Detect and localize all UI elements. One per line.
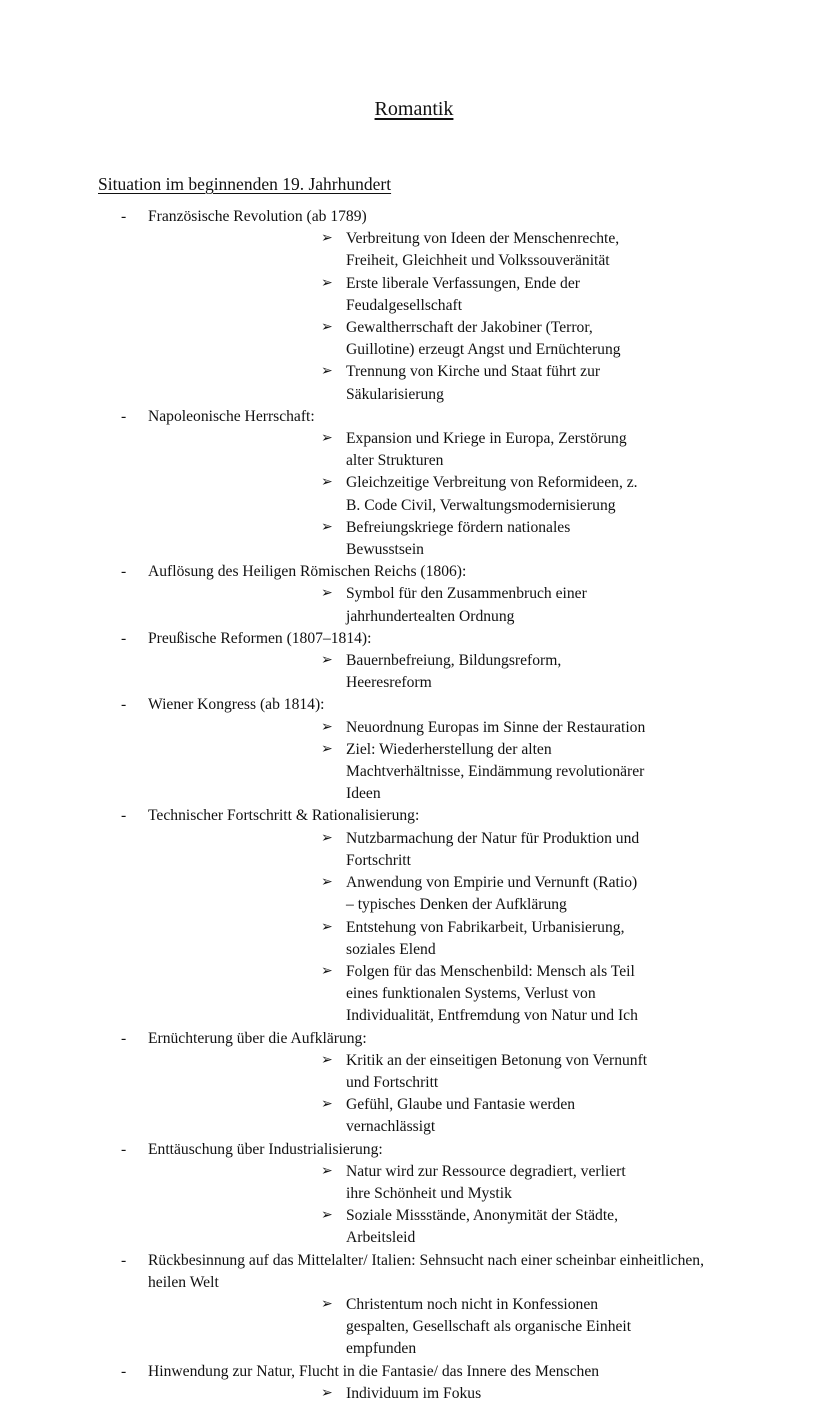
dash-bullet: - [121,807,127,825]
dash-bullet: - [121,696,127,714]
arrow-bullet-icon: ➢ [321,653,333,669]
topic-item [0,1250,828,1361]
sub-point [148,872,738,916]
topic-item [0,1028,828,1139]
sub-point [148,228,738,272]
topic-item [0,561,828,628]
topic-item [0,406,828,561]
sub-point-text: Ziel: Wiederherstellung der alten Machtverhältnisse, Eindämmung revolutionärer Ideen [346,740,645,803]
sub-point-text: Soziale Missstände, Anonymität der Städte, Arbeitsleid [346,1207,618,1247]
sub-point-text: Erste liberale Verfassungen, Ende der Feudalgesellschaft [346,274,580,314]
topic-list [0,206,828,1405]
arrow-bullet-icon: ➢ [321,1208,333,1224]
sub-point [148,961,738,1028]
topic-item [0,628,828,695]
dash-bullet: - [121,1140,127,1158]
sub-point [148,361,738,405]
arrow-bullet-icon: ➢ [321,919,333,935]
dash-bullet: - [121,1362,127,1380]
sub-point [148,1205,738,1249]
sub-point-list [148,1383,738,1405]
sub-point-text: Anwendung von Empirie und Vernunft (Ratio) – typisches Denken der Aufklärung [346,874,638,914]
sub-point [148,917,738,961]
topic-text: Hinwendung zur Natur, Flucht in die Fantasie/ das Innere des Menschen [148,1362,600,1380]
sub-point-text: Bauernbefreiung, Bildungsreform, Heeresreform [346,652,562,692]
sub-point [148,1050,738,1094]
sub-point-text: Folgen für das Menschenbild: Mensch als Teil eines funktionalen Systems, Verlust von Individualität, Entfremdung von Natur und Ich [346,962,638,1025]
arrow-bullet-icon: ➢ [321,586,333,602]
topic-text: Napoleonische Herrschaft: [148,407,315,425]
sub-point-list [148,650,738,694]
sub-point-text: Individuum im Fokus [346,1384,482,1402]
sub-point-list [148,1161,738,1250]
sub-point-text: Gleichzeitige Verbreitung von Reformideen, z. B. Code Civil, Verwaltungsmodernisierung [346,474,638,514]
arrow-bullet-icon: ➢ [321,1097,333,1113]
arrow-bullet-icon: ➢ [321,1052,333,1068]
sub-point [148,273,738,317]
arrow-bullet-icon: ➢ [321,1296,333,1312]
sub-point-text: Verbreitung von Ideen der Menschenrechte, Freiheit, Gleichheit und Volkssouveränität [346,230,620,270]
sub-point-list [148,1050,738,1139]
topic-text: Technischer Fortschritt & Rationalisierung: [148,807,420,825]
arrow-bullet-icon: ➢ [321,875,333,891]
sub-point-text: Trennung von Kirche und Staat führt zur Säkularisierung [346,363,601,403]
arrow-bullet-icon: ➢ [321,1385,333,1401]
sub-point [148,828,738,872]
sub-point [148,739,738,806]
sub-point [148,1383,738,1405]
sub-point [148,317,738,361]
arrow-bullet-icon: ➢ [321,963,333,979]
sub-point [148,428,738,472]
sub-point [148,1094,738,1138]
sub-point-list [148,228,738,406]
sub-point-text: Expansion und Kriege in Europa, Zerstörung alter Strukturen [346,430,627,470]
dash-bullet: - [121,629,127,647]
arrow-bullet-icon: ➢ [321,830,333,846]
arrow-bullet-icon: ➢ [321,1163,333,1179]
sub-point-text: Neuordnung Europas im Sinne der Restauration [346,718,646,736]
dash-bullet: - [121,1029,127,1047]
arrow-bullet-icon: ➢ [321,519,333,535]
dash-bullet: - [121,563,127,581]
section-heading: Situation im beginnenden 19. Jahrhundert [98,174,392,194]
sub-point-text: Gefühl, Glaube und Fantasie werden vernachlässigt [346,1096,576,1136]
sub-point-list [148,828,738,1028]
topic-text: Wiener Kongress (ab 1814): [148,696,325,714]
arrow-bullet-icon: ➢ [321,741,333,757]
sub-point-list [148,1294,738,1361]
topic-item [0,1361,828,1405]
topic-text: Preußische Reformen (1807–1814): [148,629,372,647]
topic-text: Französische Revolution (ab 1789) [148,208,367,225]
sub-point-text: Kritik an der einseitigen Betonung von Vernunft und Fortschritt [346,1051,648,1091]
sub-point [148,583,738,627]
topic-item [0,206,828,406]
sub-point-list [148,583,738,627]
sub-point-text: Nutzbarmachung der Natur für Produktion und Fortschritt [346,829,640,869]
sub-point-text: Entstehung von Fabrikarbeit, Urbanisierung, soziales Elend [346,918,625,958]
arrow-bullet-icon: ➢ [321,231,333,247]
sub-point [148,472,738,516]
topic-text: Enttäuschung über Industrialisierung: [148,1140,383,1158]
topic-text: Ernüchterung über die Aufklärung: [148,1029,367,1047]
sub-point-text: Gewaltherrschaft der Jakobiner (Terror, Guillotine) erzeugt Angst und Ernüchterung [346,319,621,359]
sub-point [148,650,738,694]
arrow-bullet-icon: ➢ [321,475,333,491]
sub-point-text: Symbol für den Zusammenbruch einer jahrhundertealten Ordnung [346,585,587,625]
dash-bullet: - [121,1251,127,1269]
dash-bullet: - [121,407,127,425]
sub-point [148,717,738,739]
topic-item [0,694,828,805]
topic-text: Rückbesinnung auf das Mittelalter/ Italien: Sehnsucht nach einer scheinbar einheitlichen, heilen Welt [148,1251,704,1291]
sub-point-text: Christentum noch nicht in Konfessionen gespalten, Gesellschaft als organische Einheit empfunden [346,1295,632,1358]
topic-text: Auflösung des Heiligen Römischen Reichs (1806): [148,563,467,581]
sub-point [148,517,738,561]
topic-item [0,1139,828,1250]
arrow-bullet-icon: ➢ [321,364,333,380]
arrow-bullet-icon: ➢ [321,719,333,735]
sub-point-list [148,428,738,561]
sub-point-text: Befreiungskriege fördern nationales Bewusstsein [346,518,571,559]
sub-point [148,1294,738,1361]
page-title: Romantik [374,98,454,120]
sub-point-list [148,717,738,806]
arrow-bullet-icon: ➢ [321,320,333,336]
topic-item [0,805,828,1027]
sub-point [148,1161,738,1205]
sub-point-text: Natur wird zur Ressource degradiert, verliert ihre Schönheit und Mystik [346,1162,626,1202]
arrow-bullet-icon: ➢ [321,275,333,291]
arrow-bullet-icon: ➢ [321,431,333,447]
dash-bullet: - [121,208,127,225]
